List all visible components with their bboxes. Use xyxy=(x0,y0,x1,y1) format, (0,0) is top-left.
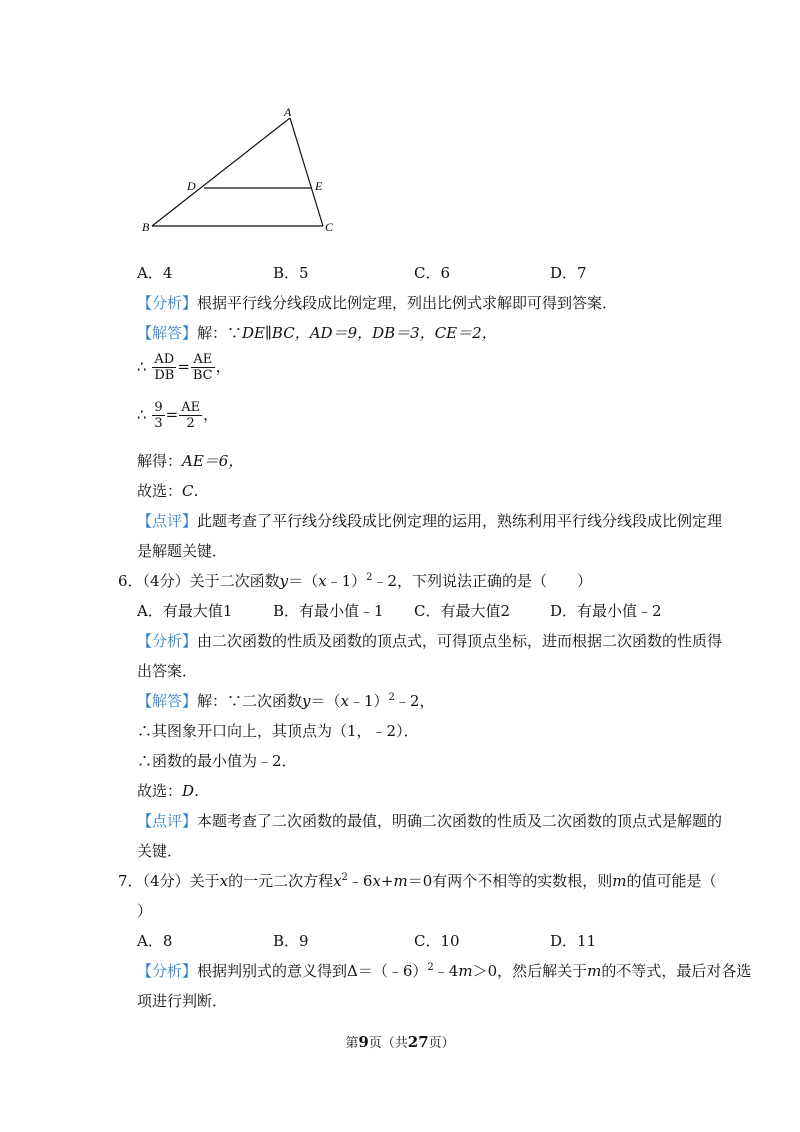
q6-analysis-cont: 出答案． xyxy=(137,662,198,680)
label-c: C xyxy=(325,220,334,234)
solution-tag: 【解答】 xyxy=(137,324,198,342)
q7-option-c: C．10 xyxy=(414,932,460,950)
q6-stem: 6．（4分）关于二次函数y＝（x﹣1）$^2$﹣2，下列说法正确的是（ ） xyxy=(118,572,593,590)
comment-tag: 【点评】 xyxy=(137,512,198,530)
q5-comment-cont: 是解题关键． xyxy=(137,542,228,560)
q5-option-b: B．5 xyxy=(273,264,309,282)
q7-option-b: B．9 xyxy=(273,932,309,950)
q6-comment: 【点评】本题考查了二次函数的最值，明确二次函数的性质及二次函数的顶点式是解题的 xyxy=(137,812,723,830)
analysis-tag: 【分析】 xyxy=(137,962,198,980)
label-a: A xyxy=(284,105,292,119)
fraction-ae-2: $\frac{AE}{2}$ xyxy=(181,400,201,431)
q6-option-b: B．有最小值﹣1 xyxy=(273,602,384,620)
fraction-9-3: $\frac{9}{3}$ xyxy=(154,400,163,431)
q6-solution-line2: ∴其图象开口向上，其顶点为（1，﹣2）． xyxy=(137,722,419,740)
q5-solution: 【解答】解：∵DE∥BC，AD＝9，DB＝3，CE＝2， xyxy=(137,324,497,342)
q5-analysis: 【分析】根据平行线分线段成比例定理，列出比例式求解即可得到答案． xyxy=(137,294,618,312)
q7-option-d: D．11 xyxy=(550,932,597,950)
q6-option-c: C．有最大值2 xyxy=(414,602,511,620)
q6-option-a: A．有最大值1 xyxy=(137,602,233,620)
fraction-ad-db: $\frac{AD}{DB}$ xyxy=(154,352,175,383)
q7-stem: 7．（4分）关于x的一元二次方程$x^2﹣6x+m=0$有两个不相等的实数根，则m的值可能是（ xyxy=(118,872,717,890)
q5-result: 解得：AE＝6， xyxy=(137,452,244,470)
label-e: E xyxy=(315,179,323,193)
q6-solution: 【解答】解：∵二次函数y＝（x﹣1）$^2$﹣2， xyxy=(137,692,435,710)
q6-options xyxy=(0,600,800,620)
q5-option-c: C．6 xyxy=(414,264,451,282)
q5-proportion-1: ∴ $\frac{AD}{DB}$ = $\frac{AE}{BC}$ ， xyxy=(137,352,231,383)
q5-comment: 【点评】此题考查了平行线分线段成比例定理的运用，熟练利用平行线分线段成比例定理 xyxy=(137,512,723,530)
label-b: B xyxy=(142,220,150,234)
q6-choice: 故选：D． xyxy=(137,782,210,800)
analysis-tag: 【分析】 xyxy=(137,294,198,312)
q5-options xyxy=(0,262,800,282)
page-total: 27 xyxy=(407,1033,429,1051)
q6-analysis: 【分析】由二次函数的性质及函数的顶点式，可得顶点坐标，进而根据二次函数的性质得 xyxy=(137,632,723,650)
label-d: D xyxy=(187,179,196,193)
page-footer: 第9页（共27页） xyxy=(345,1033,455,1051)
q7-stem-cont: ） xyxy=(137,902,153,920)
q7-options xyxy=(0,930,800,950)
analysis-tag: 【分析】 xyxy=(137,632,198,650)
q7-option-a: A．8 xyxy=(137,932,173,950)
fraction-ae-bc: $\frac{AE}{BC}$ xyxy=(192,352,213,383)
solution-tag: 【解答】 xyxy=(137,692,198,710)
segment-ab xyxy=(152,118,290,226)
q5-option-a: A．4 xyxy=(137,264,173,282)
segment-ac xyxy=(290,118,323,226)
q6-option-d: D．有最小值﹣2 xyxy=(550,602,662,620)
q7-analysis: 【分析】根据判别式的意义得到Δ＝（﹣6）$^2$﹣4m＞0，然后解关于m的不等式，最后对各选 xyxy=(137,962,752,980)
q5-option-d: D．7 xyxy=(550,264,587,282)
q5-choice: 故选：C． xyxy=(137,482,209,500)
q7-analysis-cont: 项进行判断． xyxy=(137,992,228,1010)
q6-comment-cont: 关键． xyxy=(137,842,183,860)
comment-tag: 【点评】 xyxy=(137,812,198,830)
triangle-figure xyxy=(140,100,340,240)
page-number: 9 xyxy=(358,1033,369,1051)
q6-solution-line3: ∴函数的最小值为﹣2． xyxy=(137,752,297,770)
q5-proportion-2: ∴ $\frac{9}{3}$ = $\frac{AE}{2}$ ， xyxy=(137,400,219,431)
